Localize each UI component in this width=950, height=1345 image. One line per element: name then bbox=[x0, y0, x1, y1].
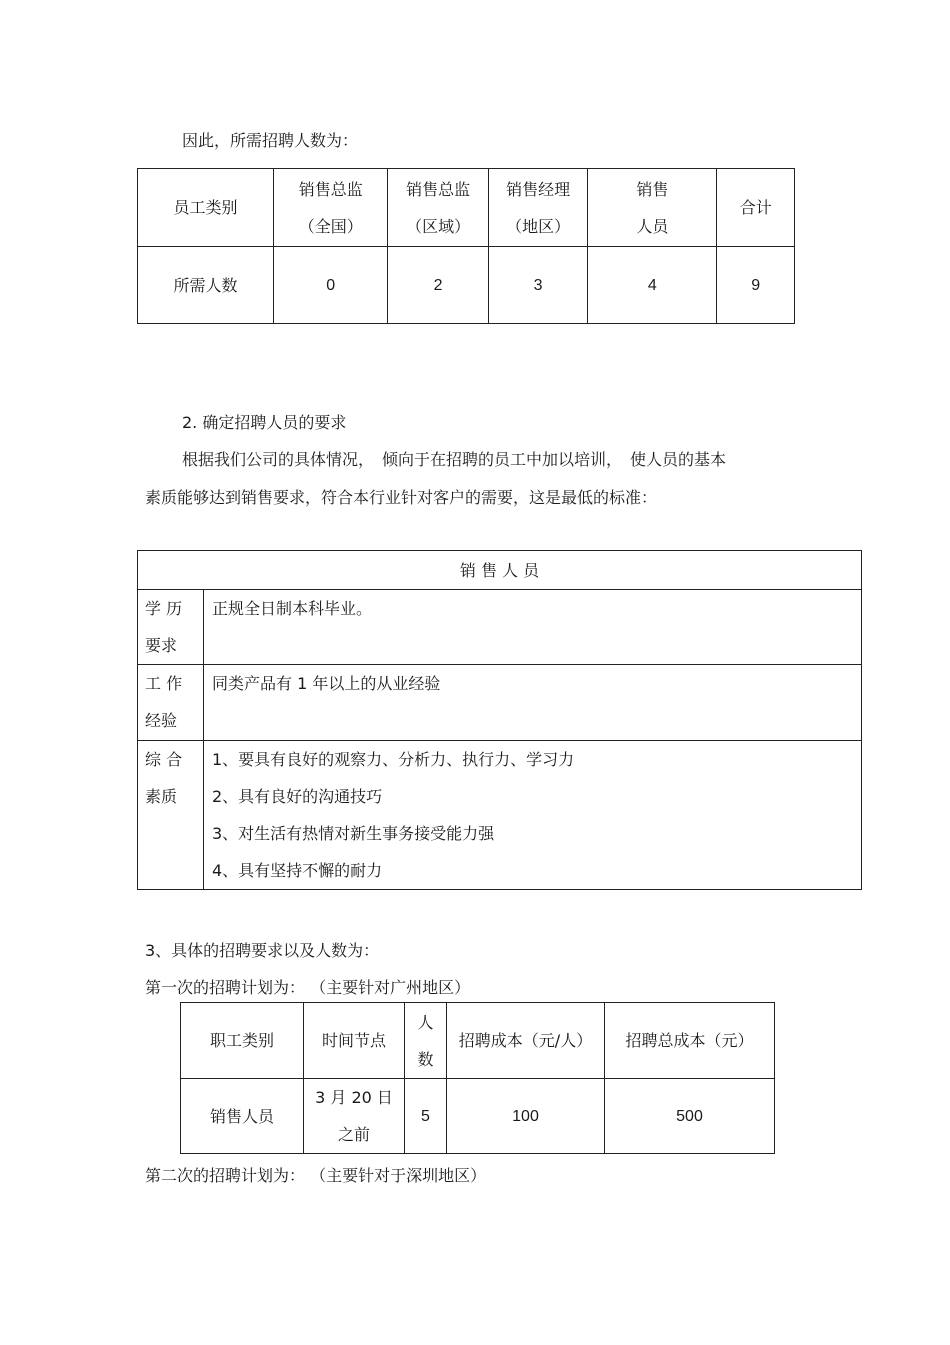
headcount-table bbox=[137, 168, 795, 324]
section3-heading: 3、具体的招聘要求以及人数为： bbox=[145, 941, 380, 960]
cell-headcount: 5 bbox=[405, 1079, 447, 1154]
quality-item: 4、具有坚持不懈的耐力 bbox=[212, 861, 383, 880]
header-total: 合计 bbox=[717, 169, 795, 247]
cell-unit-cost: 100 bbox=[447, 1079, 605, 1154]
header-sales-director-regional: 销售总监 （区域） bbox=[388, 169, 488, 247]
header-headcount: 人 数 bbox=[405, 1003, 447, 1079]
header-sales-director-national: 销售总监 （全国） bbox=[274, 169, 388, 247]
header-sales-staff: 销售 人员 bbox=[588, 169, 717, 247]
value-education: 正规全日制本科毕业。 bbox=[204, 590, 862, 665]
label-work-experience: 工 作 经验 bbox=[138, 665, 204, 741]
cell-regional-director-count: 2 bbox=[388, 247, 488, 324]
cell-total-count: 9 bbox=[717, 247, 795, 324]
quality-item: 2、具有良好的沟通技巧 bbox=[212, 787, 383, 806]
header-time-node: 时间节点 bbox=[304, 1003, 405, 1079]
label-education: 学 历 要求 bbox=[138, 590, 204, 665]
header-total-cost: 招聘总成本（元） bbox=[605, 1003, 775, 1079]
requirements-table bbox=[137, 550, 862, 890]
section2-paragraph-line1: 根据我们公司的具体情况， 倾向于在招聘的员工中加以培训， 使人员的基本 bbox=[182, 450, 727, 469]
cell-national-director-count: 0 bbox=[274, 247, 388, 324]
section2-paragraph-line2: 素质能够达到销售要求，符合本行业针对客户的需要，这是最低的标准： bbox=[145, 488, 658, 507]
header-employee-category: 员工类别 bbox=[138, 169, 274, 247]
header-staff-category: 职工类别 bbox=[181, 1003, 304, 1079]
cell-total-cost: 500 bbox=[605, 1079, 775, 1154]
requirements-title: 销 售 人 员 bbox=[138, 551, 862, 590]
header-sales-manager-area: 销售经理 （地区） bbox=[488, 169, 587, 247]
value-overall-quality bbox=[204, 741, 862, 890]
plan1-heading: 第一次的招聘计划为： （主要针对广州地区） bbox=[145, 978, 471, 997]
cell-area-manager-count: 3 bbox=[488, 247, 587, 324]
header-unit-cost: 招聘成本（元/人） bbox=[447, 1003, 605, 1079]
value-work-experience: 同类产品有 1 年以上的从业经验 bbox=[204, 665, 862, 741]
intro-text: 因此，所需招聘人数为： bbox=[182, 131, 359, 150]
label-overall-quality: 综 合 素质 bbox=[138, 741, 204, 890]
cell-staff-category: 销售人员 bbox=[181, 1079, 304, 1154]
plan2-heading: 第二次的招聘计划为： （主要针对于深圳地区） bbox=[145, 1166, 487, 1185]
row-label-required: 所需人数 bbox=[138, 247, 274, 324]
cell-time-node: 3 月 20 日 之前 bbox=[304, 1079, 405, 1154]
cell-sales-staff-count: 4 bbox=[588, 247, 717, 324]
recruitment-plan-table bbox=[180, 1002, 775, 1154]
section2-heading: 2. 确定招聘人员的要求 bbox=[182, 413, 347, 432]
quality-item: 1、要具有良好的观察力、分析力、执行力、学习力 bbox=[212, 750, 575, 769]
quality-item: 3、对生活有热情对新生事务接受能力强 bbox=[212, 824, 495, 843]
